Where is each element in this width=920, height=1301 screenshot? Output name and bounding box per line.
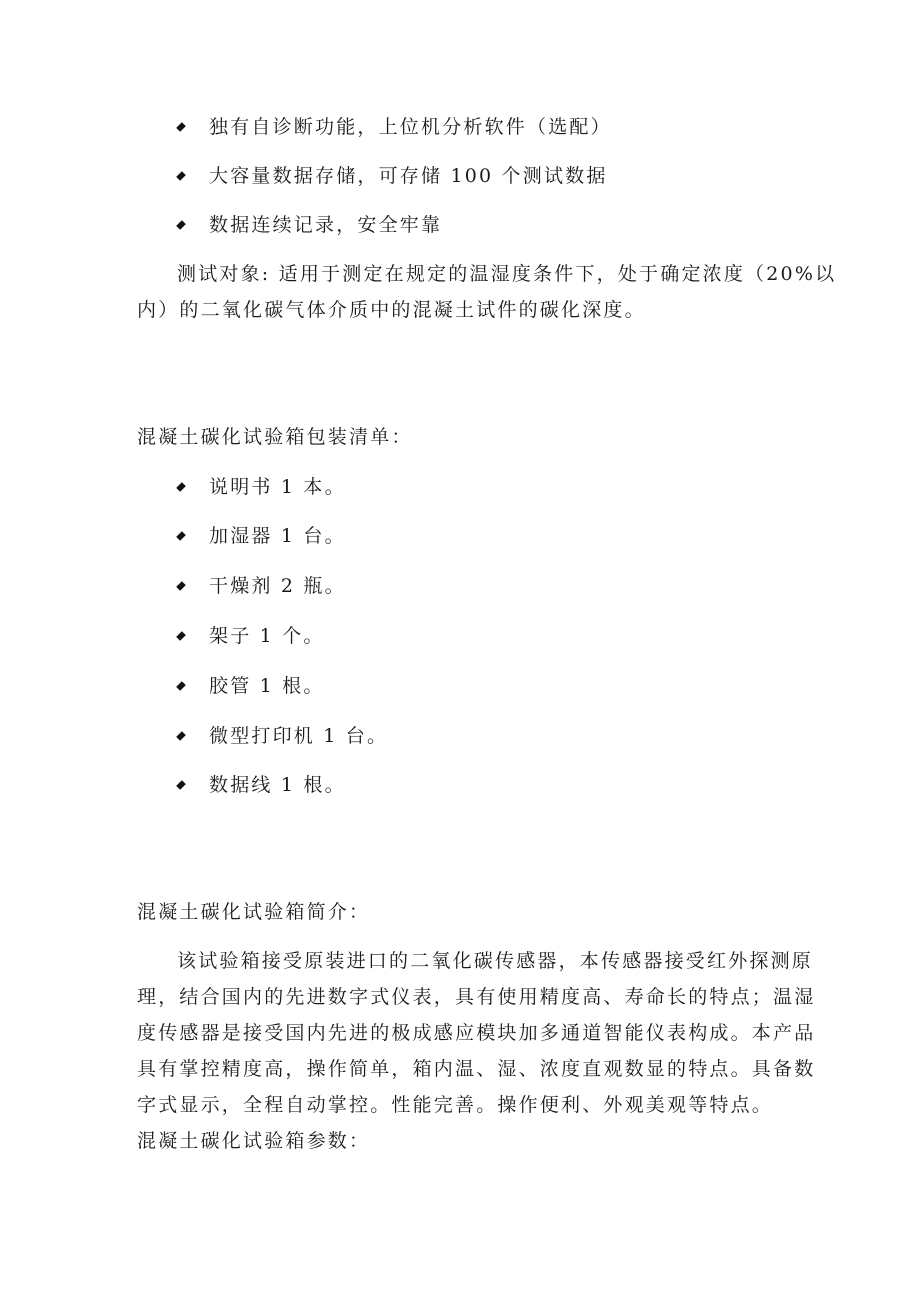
diamond-bullet-icon [176, 122, 186, 132]
packing-item: 微型打印机 1 台。 [177, 724, 388, 748]
test-object-line: 内）的二氧化碳气体介质中的混凝土试件的碳化深度。 [137, 299, 646, 321]
intro-line: 字式显示，全程自动掌控。性能完善。操作便利、外观美观等特点。 [137, 1094, 774, 1116]
packing-item: 数据线 1 根。 [177, 773, 346, 797]
diamond-bullet-icon [176, 631, 186, 641]
intro-line: 度传感器是接受国内先进的极成感应模块加多通道智能仪表构成。本产品 [137, 1022, 816, 1044]
diamond-bullet-icon [176, 780, 186, 790]
diamond-bullet-icon [176, 220, 186, 230]
packing-item: 胶管 1 根。 [177, 674, 325, 698]
diamond-bullet-icon [176, 731, 186, 741]
intro-line: 具有掌控精度高，操作简单，箱内温、湿、浓度直观数显的特点。具备数 [137, 1058, 816, 1080]
packing-item: 干燥剂 2 瓶。 [177, 574, 346, 598]
intro-line: 该试验箱接受原装进口的二氧化碳传感器，本传感器接受红外探测原 [177, 950, 814, 972]
params-heading: 混凝土碳化试验箱参数： [137, 1130, 371, 1152]
packing-list-heading: 混凝土碳化试验箱包装清单： [137, 426, 413, 448]
packing-item: 说明书 1 本。 [177, 475, 346, 499]
diamond-bullet-icon [176, 581, 186, 591]
diamond-bullet-icon [176, 171, 186, 181]
intro-line: 理，结合国内的先进数字式仪表，具有使用精度高、寿命长的特点；温湿 [137, 986, 816, 1008]
feature-item: 独有自诊断功能，上位机分析软件（选配） [177, 115, 612, 139]
test-object-line: 测试对象: 适用于测定在规定的温湿度条件下，处于确定浓度（20%以 [177, 263, 837, 285]
packing-item: 加湿器 1 台。 [177, 524, 346, 548]
diamond-bullet-icon [176, 531, 186, 541]
diamond-bullet-icon [176, 482, 186, 492]
packing-item: 架子 1 个。 [177, 624, 325, 648]
intro-heading: 混凝土碳化试验箱简介： [137, 901, 371, 923]
diamond-bullet-icon [176, 681, 186, 691]
feature-item: 数据连续记录，安全牢靠 [177, 213, 442, 237]
feature-item: 大容量数据存储，可存储 100 个测试数据 [177, 164, 608, 188]
